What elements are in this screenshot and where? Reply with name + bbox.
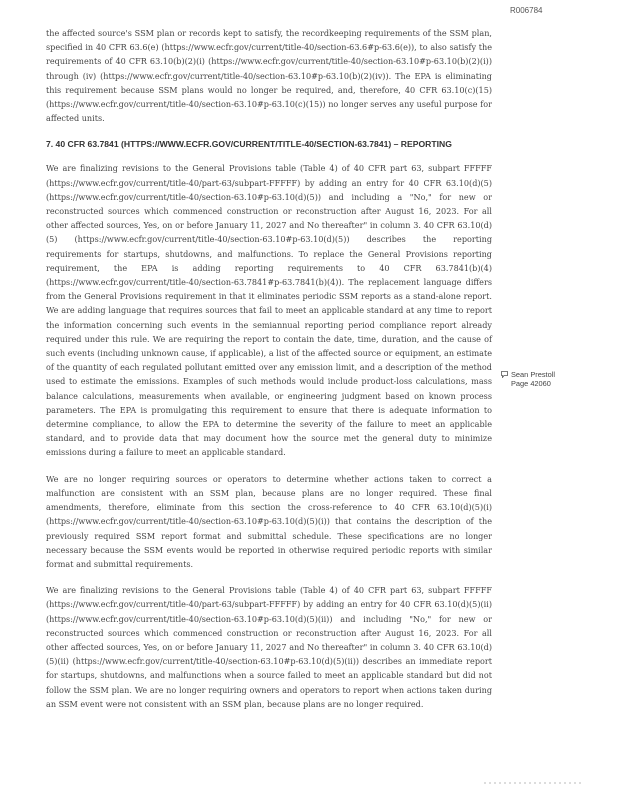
paragraph-3: We are no longer requiring sources or operators to determine whether actions taken to correct a malfunction are consistent with an SSM plan, because plans are no longer required. These final amendments, therefore, eliminate from this section the cross-reference to 40 CFR 63.10(d)(5)(i) (https://www.ecfr.gov/current/title-40/section-63.10#p-63.10(d)(5)(i)) that contains the description of the previously required SSM report format and submittal schedule. These specifications are no longer necessary because the SSM events would be reported in otherwise required periodic reports with similar format and submittal requirements.: [46, 473, 492, 569]
margin-annotation: [501, 370, 555, 388]
margin-page-ref: Page 42060: [511, 379, 551, 388]
paragraph-1: the affected source's SSM plan or records kept to satisfy, the recordkeeping requirements of the SSM plan, specified in 40 CFR 63.6(e) (https://www.ecfr.gov/current/title-40/section-63.6#p-63.6(e)), to also satisfy the requirements of 40 CFR 63.10(b)(2)(i) (https://www.ecfr.gov/current/title-40/section-63.10#p-63.10(b)(2)(i)) through (iv) (https://www.ecfr.gov/current/title-40/section-63.10#p-63.10(b)(2)(iv)). The EPA is eliminating this requirement because SSM plans would no longer be required, and, therefore, 40 CFR 63.10(c)(15) (https://www.ecfr.gov/current/title-40/section-63.10#p-63.10(c)(15)) no longer serves any useful purpose for affected units.: [46, 28, 492, 124]
paragraph-2: We are finalizing revisions to the General Provisions table (Table 4) of 40 CFR part 63, subpart FFFFF (https://www.ecfr.gov/current/title-40/part-63/subpart-FFFFF) by adding an entry for 40 CFR 63.10(d)(5) (https://www.ecfr.gov/current/title-40/section-63.10#p-63.10(d)(5)) and including a "No," for new or reconstructed sources which commenced construction or reconstruction after August 16, 2023. For all other affected sources, Yes, on or before January 11, 2027 and No thereafter" in column 3. 40 CFR 63.10(d)(5) (https://www.ecfr.gov/current/title-40/section-63.10#p-63.10(d)(5)) describes the reporting requirements for startups, shutdowns, and malfunctions. To replace the General Provisions reporting requirement, the EPA is adding reporting requirements to 40 CFR 63.7841(b)(4) (https://www.ecfr.gov/current/title-40/section-63.7841#p-63.7841(b)(4)). The replacement language differs from the General Provisions requirement in that it eliminates periodic SSM reports as a stand-alone report. We are adding language that requires sources that fail to meet an applicable standard at any time to report the information concerning such events in the semiannual reporting period compliance report already required under this rule. We are requiring the report to contain the date, time, duration, and the cause of such events (including unknown cause, if applicable), a list of the affected source or equipment, an estimate of the quantity of each regulated pollutant emitted over any emission limit, and a description of the method used to estimate the emissions. Examples of such methods would include product-loss calculations, mass balance calculations, measurements when available, or engineering judgment based on known process parameters. The EPA is promulgating this requirement to ensure that there is adequate information to determine compliance, to allow the EPA to determine the severity of the failure to meet an applicable standard, and to provide data that may document how the source met the general duty to minimize emissions during a failure to meet an applicable standard.: [46, 163, 492, 458]
section-heading: 7. 40 CFR 63.7841 (HTTPS://WWW.ECFR.GOV/CURRENT/TITLE-40/SECTION-63.7841) – REPORTING: [46, 139, 452, 150]
paragraph-4: We are finalizing revisions to the General Provisions table (Table 4) of 40 CFR part 63, subpart FFFFF (https://www.ecfr.gov/current/title-40/part-63/subpart-FFFFF) by adding an entry for 40 CFR 63.10(d)(5)(ii) (https://www.ecfr.gov/current/title-40/section-63.10#p-63.10(d)(5)(ii)) and including "No," for new or reconstructed sources which commenced construction or reconstruction after August 16, 2023. For all other affected sources, Yes, on or before January 11, 2027 and No thereafter" in column 3. 40 CFR 63.10(d)(5)(ii) (https://www.ecfr.gov/current/title-40/section-63.10#p-63.10(d)(5)(ii)) describes an immediate report for startups, shutdowns, and malfunctions when a source failed to meet an applicable standard but did not follow the SSM plan. We are no longer requiring owners and operators to report when actions taken during an SSM event were not consistent with an SSM plan, because plans are no longer required.: [46, 585, 492, 709]
footer-mark: [484, 780, 584, 786]
document-id: R006784: [510, 6, 543, 15]
document-body: [46, 26, 492, 711]
margin-author: Sean Prestoll: [511, 370, 555, 379]
comment-icon: [501, 371, 508, 378]
